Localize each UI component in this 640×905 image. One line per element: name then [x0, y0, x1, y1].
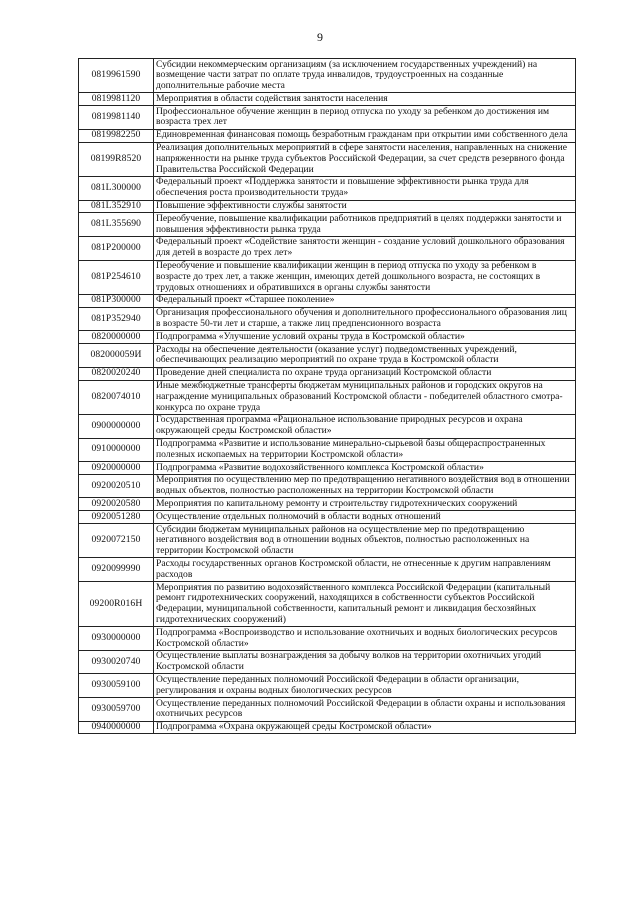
- table-row: [79, 106, 576, 130]
- expense-description-cell: Проведение дней специалиста по охране труда организаций Костромской области: [154, 367, 576, 380]
- table-row: [79, 236, 576, 260]
- expense-description-cell: Федеральный проект «Поддержка занятости и повышение эффективности рынка труда для обеспечения роста производительности труда»: [154, 176, 576, 200]
- table-row: [79, 474, 576, 498]
- budget-code-cell: 0819981120: [79, 93, 154, 106]
- table-row: [79, 498, 576, 511]
- expense-description-cell: Переобучение, повышение квалификации работников предприятий в целях поддержки занятости и повышения эффективности рынка труда: [154, 213, 576, 237]
- table-row: [79, 524, 576, 558]
- budget-code-cell: 0920000000: [79, 462, 154, 475]
- table-row: [79, 129, 576, 142]
- expense-description-cell: Подпрограмма «Развитие и использование минерально-сырьевой базы общераспространенных полезных ископаемых на территории Костромской области»: [154, 438, 576, 462]
- budget-code-cell: 081P254610: [79, 260, 154, 294]
- table-row: [79, 627, 576, 651]
- budget-code-cell: 0940000000: [79, 721, 154, 734]
- budget-code-cell: 09200R016Н: [79, 582, 154, 627]
- budget-code-cell: 0920099990: [79, 558, 154, 582]
- table-row: [79, 558, 576, 582]
- expense-description-cell: Государственная программа «Рациональное использование природных ресурсов и охрана окружающей среды Костромской области»: [154, 414, 576, 438]
- expense-description-cell: Мероприятия по развитию водохозяйственного комплекса Российской Федерации (капитальный ремонт гидротехнических сооружений, находящихся в собственности субъектов Российской Федерации, муниципальной собственности, капитальный ремонт и ликвидация бесхозяйных гидротехнических сооружений): [154, 582, 576, 627]
- table-row: [79, 721, 576, 734]
- budget-code-cell: 081P200000: [79, 236, 154, 260]
- budget-code-cell: 081P352940: [79, 307, 154, 331]
- table-body: [79, 59, 576, 734]
- budget-code-cell: 0820000000: [79, 331, 154, 344]
- table-row: [79, 414, 576, 438]
- table-row: [79, 438, 576, 462]
- expense-description-cell: Федеральный проект «Старшее поколение»: [154, 294, 576, 307]
- table-row: [79, 331, 576, 344]
- page-number: 9: [317, 30, 323, 44]
- expense-description-cell: Осуществление отдельных полномочий в области водных отношений: [154, 511, 576, 524]
- budget-code-cell: 0820074010: [79, 380, 154, 414]
- budget-code-cell: 0930000000: [79, 627, 154, 651]
- table-row: [79, 698, 576, 722]
- budget-code-cell: 0910000000: [79, 438, 154, 462]
- table-row: [79, 200, 576, 213]
- table-row: [79, 650, 576, 674]
- table-row: [79, 176, 576, 200]
- expense-description-cell: Мероприятия по капитальному ремонту и строительству гидротехнических сооружений: [154, 498, 576, 511]
- budget-code-cell: 081L355690: [79, 213, 154, 237]
- expense-description-cell: Подпрограмма «Воспроизводство и использование охотничьих и водных биологических ресурсов Костромской области»: [154, 627, 576, 651]
- budget-code-cell: 0900000000: [79, 414, 154, 438]
- expense-description-cell: Мероприятия в области содействия занятости населения: [154, 93, 576, 106]
- expense-description-cell: Субсидии некоммерческим организациям (за исключением государственных учреждений) на возмещение части затрат по оплате труда инвалидов, трудоустроенных на созданные дополнительные рабочие места: [154, 59, 576, 93]
- expense-description-cell: Профессиональное обучение женщин в период отпуска по уходу за ребенком до достижения им возраста трех лет: [154, 106, 576, 130]
- budget-code-cell: 0920020580: [79, 498, 154, 511]
- expense-description-cell: Подпрограмма «Улучшение условий охраны труда в Костромской области»: [154, 331, 576, 344]
- budget-code-cell: 0920072150: [79, 524, 154, 558]
- expense-description-cell: Организация профессионального обучения и дополнительного профессионального образования лиц в возрасте 50-ти лет и старше, а также лиц предпенсионного возраста: [154, 307, 576, 331]
- budget-code-cell: 0820020240: [79, 367, 154, 380]
- table-row: [79, 462, 576, 475]
- expense-description-cell: Осуществление выплаты вознаграждения за добычу волков на территории охотничьих угодий Костромской области: [154, 650, 576, 674]
- table-row: [79, 294, 576, 307]
- budget-code-cell: 0920051280: [79, 511, 154, 524]
- table-row: [79, 380, 576, 414]
- expense-description-cell: Реализация дополнительных мероприятий в сфере занятости населения, направленных на снижение напряженности на рынке труда субъектов Российской Федерации, за счет средств резервного фонда Правительства Российской Федерации: [154, 142, 576, 176]
- budget-code-cell: 08199R8520: [79, 142, 154, 176]
- expense-description-cell: Федеральный проект «Содействие занятости женщин - создание условий дошкольного образования для детей в возрасте до трех лет»: [154, 236, 576, 260]
- expense-description-cell: Субсидии бюджетам муниципальных районов на осуществление мер по предотвращению негативного воздействия вод в отношении водных объектов, полностью расположенных на территории Костромской области: [154, 524, 576, 558]
- expense-description-cell: Повышение эффективности службы занятости: [154, 200, 576, 213]
- table-row: [79, 213, 576, 237]
- budget-code-cell: 081L300000: [79, 176, 154, 200]
- expense-description-cell: Подпрограмма «Охрана окружающей среды Костромской области»: [154, 721, 576, 734]
- table-row: [79, 674, 576, 698]
- expense-description-cell: Подпрограмма «Развитие водохозяйственного комплекса Костромской области»: [154, 462, 576, 475]
- budget-code-table: [78, 58, 576, 734]
- expense-description-cell: Расходы на обеспечение деятельности (оказание услуг) подведомственных учреждений, обеспечивающих реализацию мероприятий по охране труда в Костромской области: [154, 344, 576, 368]
- budget-code-cell: 081L352910: [79, 200, 154, 213]
- expense-description-cell: Мероприятия по осуществлению мер по предотвращению негативного воздействия вод в отношении водных объектов, полностью расположенных на территории Костромской области: [154, 474, 576, 498]
- expense-description-cell: Расходы государственных органов Костромской области, не отнесенные к другим направлениям расходов: [154, 558, 576, 582]
- budget-code-cell: 082000059И: [79, 344, 154, 368]
- budget-code-cell: 0930059700: [79, 698, 154, 722]
- expense-description-cell: Переобучение и повышение квалификации женщин в период отпуска по уходу за ребенком в возрасте до трех лет, а также женщин, имеющих детей дошкольного возраста, не состоящих в трудовых отношениях и обратившихся в органы службы занятости: [154, 260, 576, 294]
- budget-code-cell: 0920020510: [79, 474, 154, 498]
- table-row: [79, 344, 576, 368]
- budget-code-cell: 0930059100: [79, 674, 154, 698]
- table-row: [79, 367, 576, 380]
- table-row: [79, 260, 576, 294]
- expense-description-cell: Осуществление переданных полномочий Российской Федерации в области охраны и использования охотничьих ресурсов: [154, 698, 576, 722]
- expense-description-cell: Осуществление переданных полномочий Российской Федерации в области организации, регулирования и охраны водных биологических ресурсов: [154, 674, 576, 698]
- table-row: [79, 582, 576, 627]
- table-row: [79, 142, 576, 176]
- budget-code-cell: 0819981140: [79, 106, 154, 130]
- table-row: [79, 93, 576, 106]
- table-row: [79, 59, 576, 93]
- table-row: [79, 511, 576, 524]
- expense-description-cell: Иные межбюджетные трансферты бюджетам муниципальных районов и городских округов на награждение муниципальных образований Костромской области - победителей областного смотра-конкурса по охране труда: [154, 380, 576, 414]
- table-row: [79, 307, 576, 331]
- budget-code-cell: 081P300000: [79, 294, 154, 307]
- budget-code-cell: 0819961590: [79, 59, 154, 93]
- expense-description-cell: Единовременная финансовая помощь безработным гражданам при открытии ими собственного дела: [154, 129, 576, 142]
- budget-code-cell: 0819982250: [79, 129, 154, 142]
- budget-code-cell: 0930020740: [79, 650, 154, 674]
